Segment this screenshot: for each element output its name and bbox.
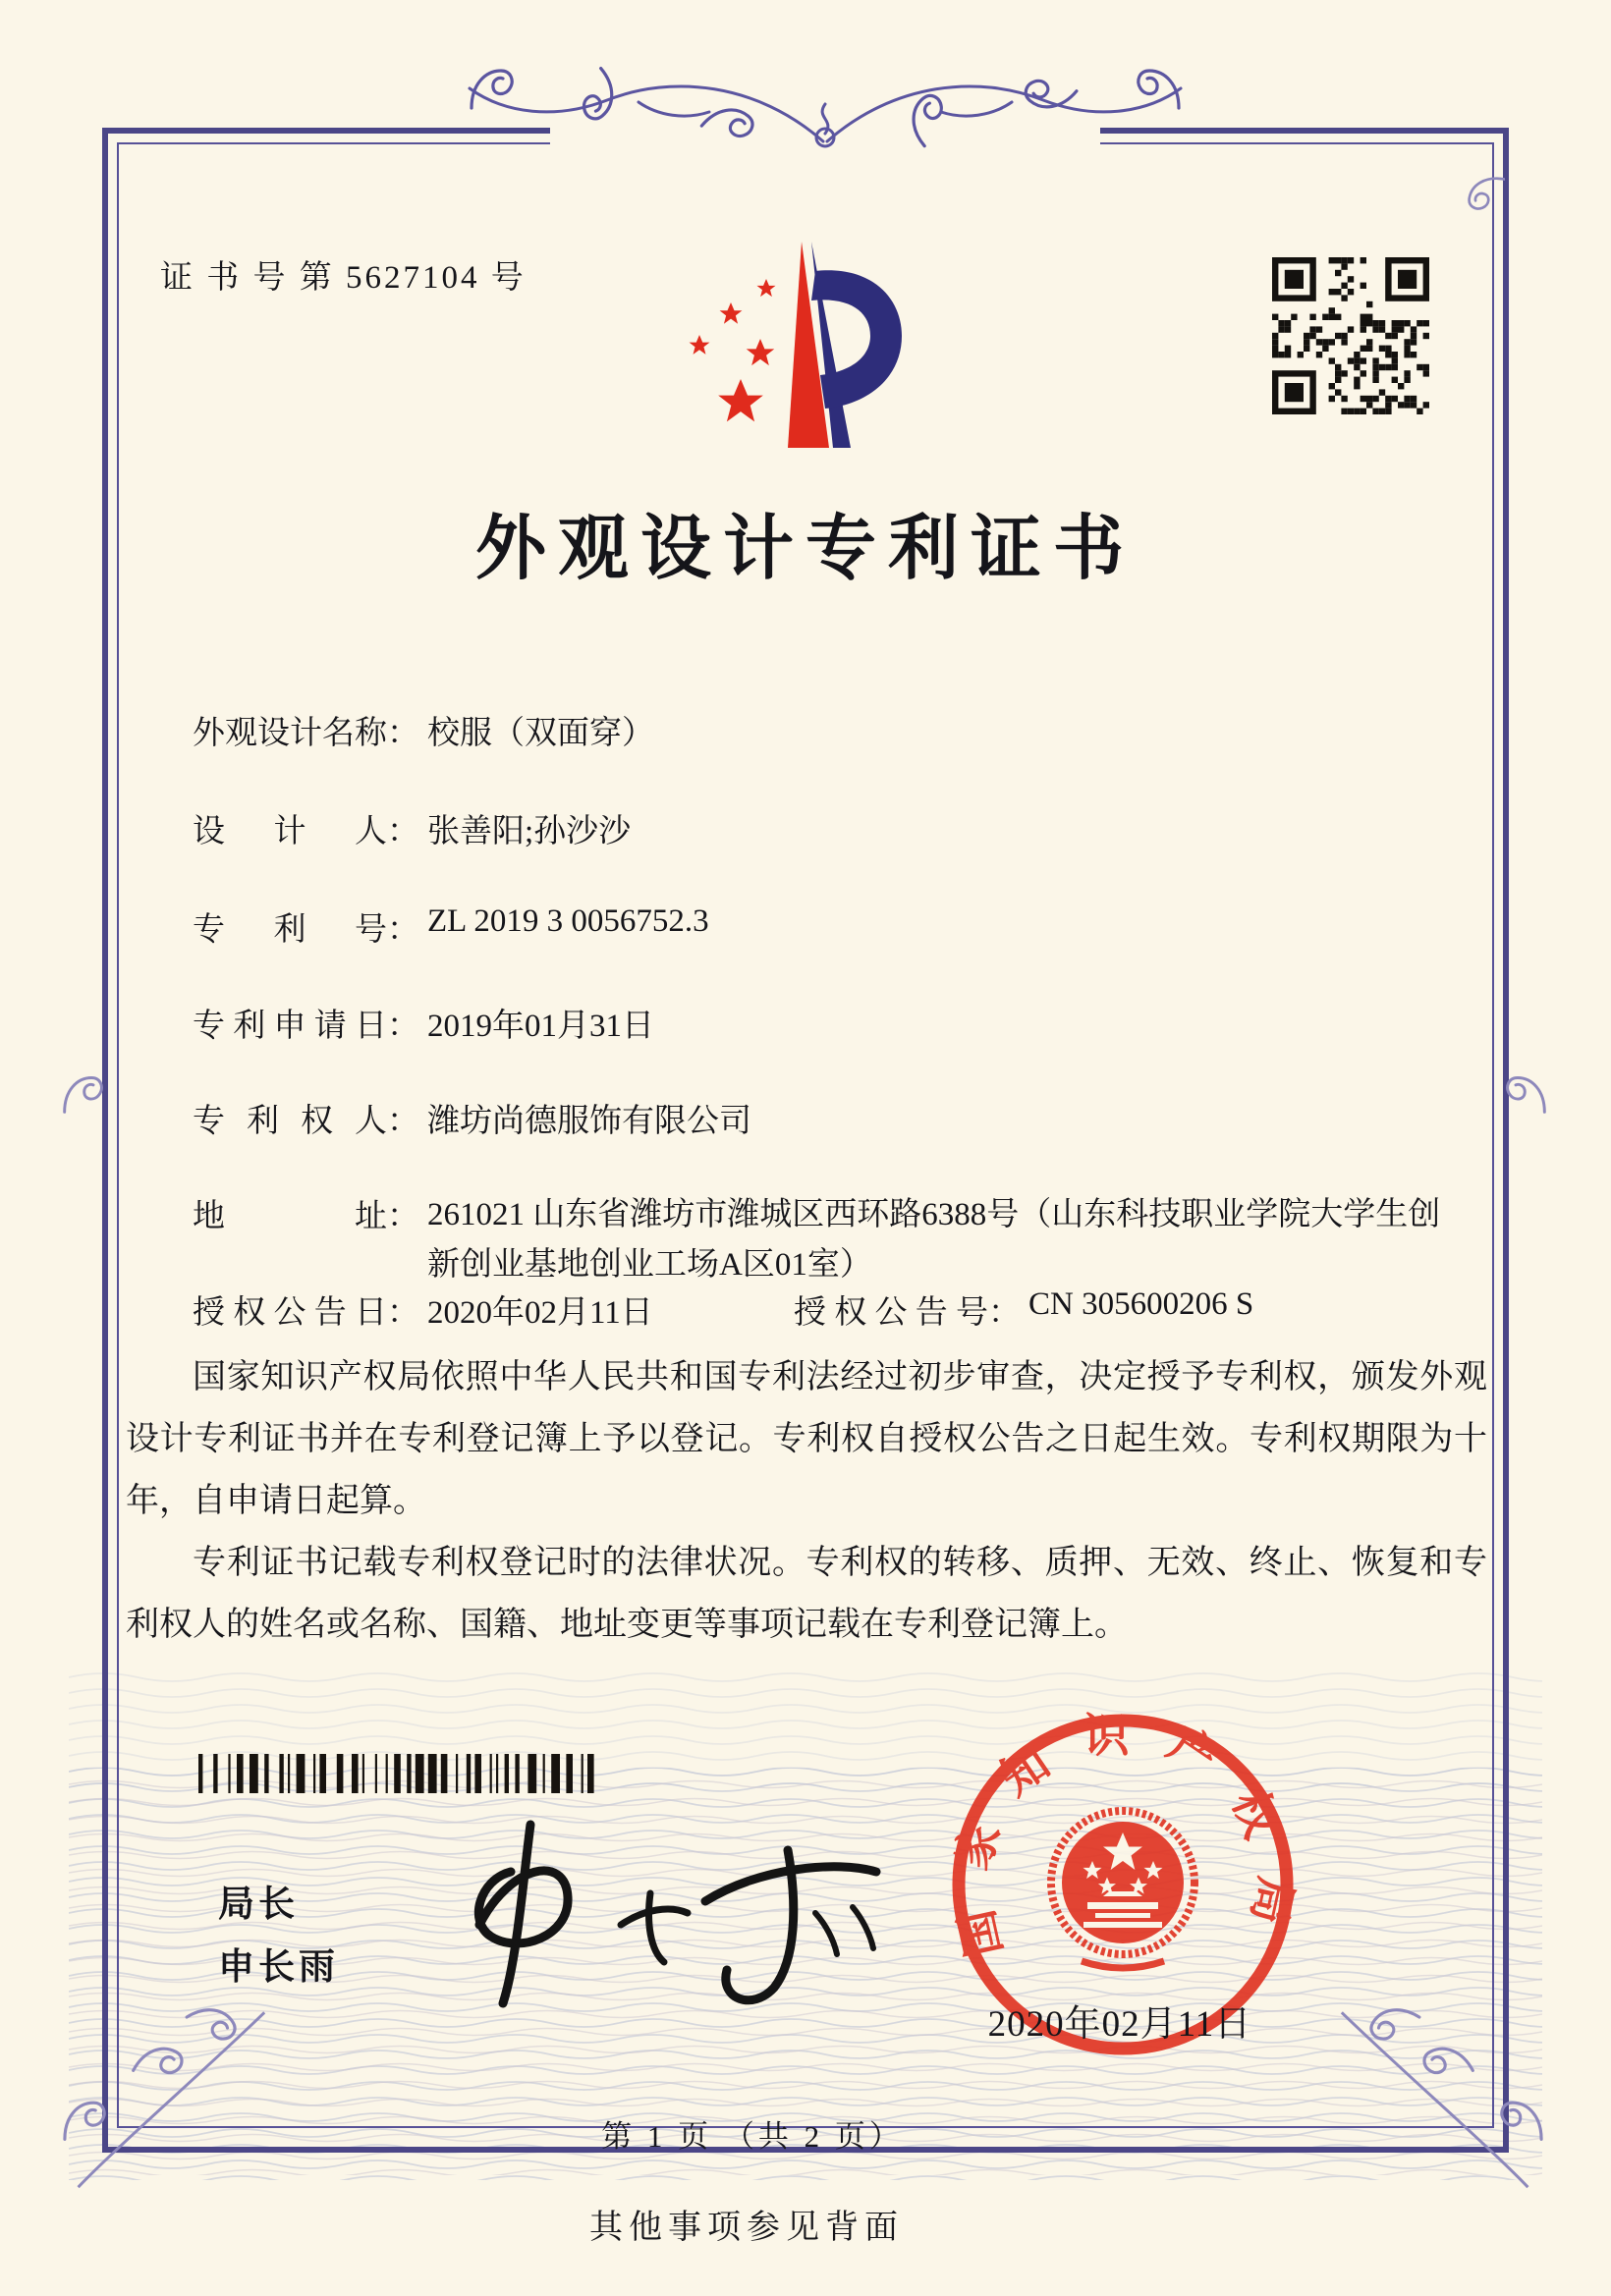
cnipa-logo-icon [656,238,902,454]
national-emblem-icon [1051,1811,1194,1968]
certificate-title: 外观设计专利证书 [474,510,1136,588]
signature-icon [393,1807,904,2013]
field-patent-number [193,903,709,950]
legal-text [126,1347,1487,1656]
flourish-top-right-icon [1466,173,1505,212]
field-value: 潍坊尚德服饰有限公司 [427,1104,751,1139]
field-label: 专利申请日 [193,1009,387,1044]
field-label: 地址 [193,1199,387,1234]
seal-text: 国家知识产权局 [944,1711,1302,1962]
flourish-bottom-left-icon [61,1984,272,2195]
field-value: 261021 山东省潍坊市潍城区西环路6388号（山东科技职业学院大学生创新创业基地创业工场A区01室） [427,1197,1441,1284]
field-design-name [193,707,654,753]
field-value: ZL 2019 3 0056752.3 [427,903,709,939]
field-grant-number [794,1286,1253,1333]
field-label: 授权公告日 [193,1295,387,1331]
field-colon: ： [387,716,419,751]
legal-paragraph-2: 专利证书记载专利权登记时的法律状况。专利权的转移、质押、无效、终止、恢复和专利权人的姓名或名称、国籍、地址变更等事项记载在专利登记簿上。 [126,1544,1487,1643]
barcode [196,1754,601,1793]
flourish-left-edge-icon [61,1072,104,1116]
field-value: 张善阳;孙沙沙 [427,814,632,849]
flourish-right-edge-icon [1505,1072,1548,1116]
field-value: 校服（双面穿） [427,716,654,751]
page-indicator: 第 1 页 （共 2 页） [601,2119,904,2154]
field-grant-row [193,1286,1254,1333]
field-designer [193,805,631,851]
field-colon: ： [387,912,419,948]
field-filing-date [193,1000,654,1046]
field-address [193,1190,1465,1290]
field-grant-date [193,1286,653,1331]
field-value: 2020年02月11日 [427,1295,653,1331]
field-label: 授权公告号 [794,1295,988,1331]
qr-code-icon [1272,257,1429,414]
back-side-note: 其他事项参见背面 [589,2210,904,2246]
field-label: 设计人 [193,814,387,849]
legal-paragraph-1: 国家知识产权局依照中华人民共和国专利法经过初步审查，决定授予专利权，颁发外观设计专利证书并在专利登记簿上予以登记。专利权自授权公告之日起生效。专利权期限为十年，自申请日起算。 [126,1359,1487,1519]
field-colon: ： [387,1199,419,1234]
field-value: CN 305600206 S [1028,1286,1254,1322]
seal-date: 2020年02月11日 [987,2004,1252,2045]
commissioner-title: 局长 [218,1884,299,1924]
field-label: 外观设计名称 [193,716,387,751]
field-colon: ： [387,1104,419,1139]
field-colon: ： [988,1295,1021,1331]
field-value: 2019年01月31日 [427,1009,654,1044]
field-label: 专利号 [193,912,387,948]
field-patentee [193,1095,751,1141]
flourish-bottom-right-icon [1334,1984,1545,2195]
commissioner-name: 申长雨 [218,1946,339,1987]
dragon-ornament-icon [462,47,1189,170]
certificate-number: 证 书 号 第 5627104 号 [160,260,527,296]
field-label: 专利权人 [193,1104,387,1139]
field-colon: ： [387,1009,419,1044]
field-colon: ： [387,1295,419,1331]
field-colon: ： [387,814,419,849]
